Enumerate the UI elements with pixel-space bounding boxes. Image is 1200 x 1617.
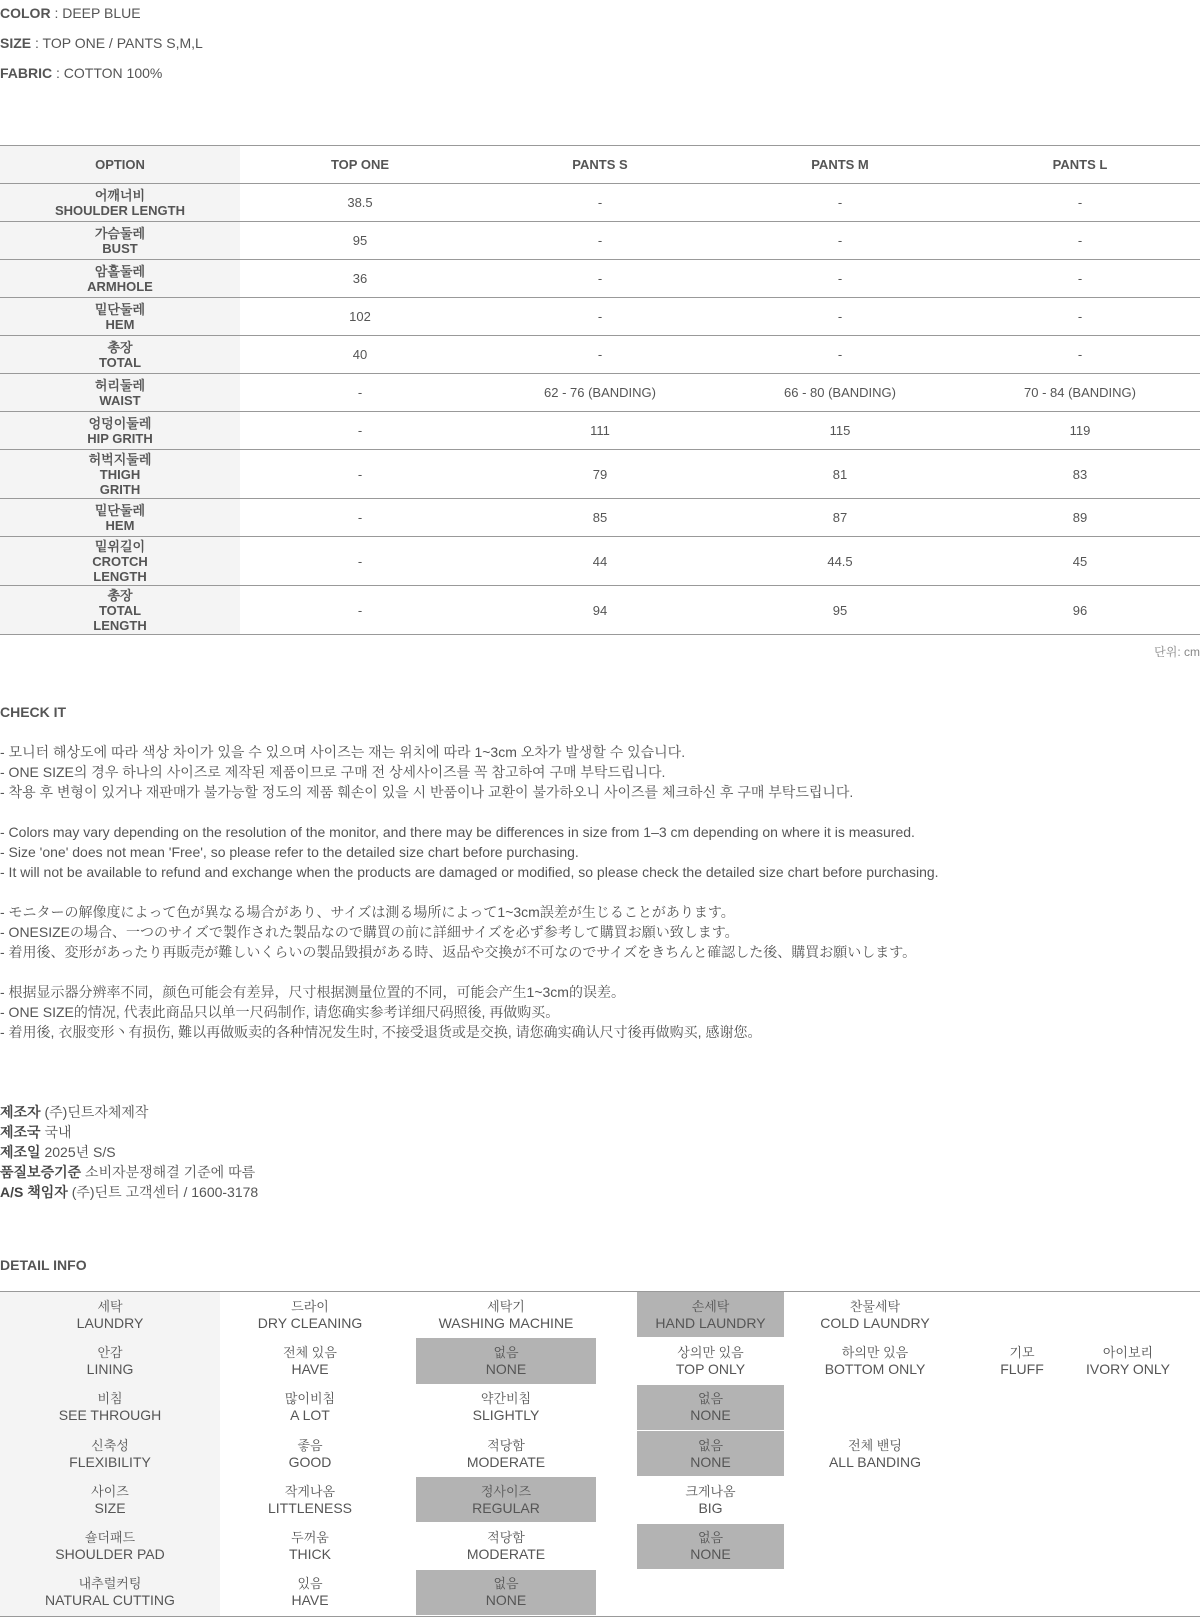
- spec-fabric-label: FABRIC: [0, 65, 53, 81]
- detail-option-selected-ko: 없음: [493, 1344, 519, 1360]
- spec-size-label: SIZE: [0, 35, 32, 51]
- detail-option-selected-en: NONE: [690, 1453, 731, 1470]
- size-row: [0, 298, 1200, 336]
- detail-option-en: A LOT: [290, 1407, 330, 1424]
- size-cell: 95: [720, 586, 960, 635]
- detail-row-label-ko: 비침: [97, 1391, 123, 1407]
- maker-line: [0, 1122, 258, 1142]
- size-row-label-en: CROTCH: [92, 553, 148, 569]
- detail-row-label-ko: 신축성: [91, 1437, 129, 1453]
- detail-option-selected-ko: 없음: [697, 1437, 724, 1453]
- size-row-label-en: HEM: [105, 316, 135, 332]
- note-line: - Size 'one' does not mean 'Free', so please refer to the detailed size chart before purchasing.: [0, 844, 579, 860]
- note-line: - Colors may vary depending on the resolution of the monitor, and there may be differences in size from 1–3 cm depending on where it is measured.: [0, 824, 915, 840]
- detail-option-selected-ko: 정사이즈: [480, 1483, 532, 1499]
- detail-option-en: COLD LAUNDRY: [820, 1314, 930, 1331]
- detail-option: [785, 1292, 965, 1337]
- size-row-label-en: WAIST: [99, 392, 141, 408]
- size-cell: 115: [720, 412, 960, 450]
- detail-row-label-en: LINING: [86, 1360, 134, 1377]
- size-cell: 38.5: [240, 184, 480, 222]
- note-line: - ONE SIZE的情况, 代表此商品只以单一尺码制作, 请您确实参考详细尺码照後, 再做购买。: [0, 1004, 560, 1020]
- detail-row-label: [0, 1477, 220, 1522]
- spec-fabric: [0, 65, 162, 81]
- detail-option-ko: 적당함: [487, 1530, 525, 1546]
- detail-option-ko: 약간비침: [480, 1391, 532, 1407]
- maker-label: 제조자: [0, 1104, 41, 1120]
- maker-value: (주)딘트 고객센터 / 1600-3178: [67, 1184, 259, 1200]
- size-row-label-en: THIGH: [99, 466, 141, 482]
- check-title: CHECK IT: [0, 704, 67, 720]
- size-row: [0, 336, 1200, 374]
- size-row-label: [0, 374, 240, 412]
- size-cell: -: [240, 374, 480, 412]
- size-row: [0, 374, 1200, 412]
- size-row-label-en: BUST: [102, 240, 138, 256]
- detail-option-selected: [416, 1338, 596, 1383]
- note-line: - 着用後、変形があったり再販売が難しいくらいの製品毀損がある時、返品や交換が不可なのでサイズをきちんと確認した後、購買お願いします。: [0, 944, 917, 960]
- size-cell: -: [720, 336, 960, 374]
- size-row-label: [0, 260, 240, 298]
- detail-option-selected: [637, 1292, 784, 1337]
- detail-option-selected-ko: 없음: [493, 1576, 519, 1592]
- detail-row-label-en: SHOULDER PAD: [55, 1546, 165, 1563]
- detail-option: [220, 1292, 400, 1337]
- size-cell: -: [240, 499, 480, 537]
- maker-value: 국내: [40, 1124, 72, 1140]
- size-row: [0, 412, 1200, 450]
- note-line: - ONESIZEの場合、一つのサイズで製作された製品なので購買の前に詳細サイズを必ず参考して購買お願い致します。: [0, 924, 739, 940]
- size-row-label: [0, 336, 240, 374]
- header-top-one: TOP ONE: [240, 146, 480, 184]
- detail-option-en: MODERATE: [466, 1546, 546, 1563]
- detail-option-en: WASHING MACHINE: [438, 1314, 574, 1331]
- detail-option: [416, 1292, 596, 1337]
- detail-option-en: HAVE: [291, 1592, 329, 1609]
- detail-option-ko: 많이비침: [284, 1391, 336, 1407]
- spec-color-value: : DEEP BLUE: [50, 5, 141, 21]
- detail-row-label: [0, 1570, 220, 1615]
- size-cell: -: [480, 222, 720, 260]
- size-row: [0, 260, 1200, 298]
- size-cell: -: [480, 298, 720, 336]
- detail-option-ko: 찬물세탁: [849, 1298, 901, 1314]
- detail-option-selected-ko: 없음: [697, 1391, 724, 1407]
- size-cell: 36: [240, 260, 480, 298]
- size-cell: -: [720, 260, 960, 298]
- size-cell: 85: [480, 499, 720, 537]
- detail-option: [416, 1431, 596, 1476]
- size-row-label-en: SHOULDER LENGTH: [55, 202, 185, 218]
- size-cell: -: [720, 298, 960, 336]
- maker-value: (주)딘트자체제작: [40, 1104, 149, 1120]
- detail-option-ko: 아이보리: [1102, 1344, 1154, 1360]
- note-line: - 착용 후 변형이 있거나 재판매가 불가능할 정도의 제품 훼손이 있을 시 반품이나 교환이 불가하오니 사이즈를 체크하신 후 구매 부탁드립니다.: [0, 784, 854, 800]
- size-cell: -: [240, 412, 480, 450]
- size-row: [0, 586, 1200, 635]
- maker-value: 2025년 S/S: [40, 1144, 116, 1160]
- spec-color-label: COLOR: [0, 5, 51, 21]
- note-line: - 모니터 해상도에 따라 색상 차이가 있을 수 있으며 사이즈는 재는 위치에 따라 1~3cm 오차가 발생할 수 있습니다.: [0, 744, 686, 760]
- detail-option: [220, 1385, 400, 1430]
- size-cell: -: [960, 222, 1200, 260]
- note-group: [0, 982, 939, 1042]
- detail-option-en: FLUFF: [1000, 1360, 1044, 1377]
- size-cell: 66 - 80 (BANDING): [720, 374, 960, 412]
- maker-line: [0, 1162, 258, 1182]
- size-row-label-ko: 어깨너비: [94, 187, 146, 203]
- detail-option-en: BIG: [698, 1499, 723, 1516]
- spec-size-value: : TOP ONE / PANTS S,M,L: [31, 35, 203, 51]
- detail-row-label: [0, 1292, 220, 1337]
- note-group: [0, 902, 939, 962]
- detail-option-en: LITTLENESS: [267, 1499, 353, 1516]
- detail-option: [1048, 1338, 1200, 1383]
- size-cell: 40: [240, 336, 480, 374]
- note-line: - ONE SIZE의 경우 하나의 사이즈로 제작된 제품이므로 구매 전 상세사이즈를 꼭 참고하여 구매 부탁드립니다.: [0, 764, 666, 780]
- maker-line: [0, 1182, 258, 1202]
- size-cell: -: [960, 184, 1200, 222]
- size-cell: 81: [720, 450, 960, 499]
- size-row-label-en: TOTAL: [98, 354, 142, 370]
- size-cell: 95: [240, 222, 480, 260]
- detail-option-selected: [416, 1477, 596, 1522]
- size-row-label-en: LENGTH: [93, 617, 147, 633]
- note-line: - It will not be available to refund and exchange when the products are damaged or modified, so please check the detailed size chart before purchasing.: [0, 864, 939, 880]
- detail-option-selected-ko: 손세탁: [691, 1298, 730, 1314]
- size-row: [0, 222, 1200, 260]
- detail-option: [785, 1338, 965, 1383]
- size-cell: -: [960, 260, 1200, 298]
- size-row: [0, 450, 1200, 499]
- detail-row-label: [0, 1431, 220, 1476]
- detail-option-selected-en: NONE: [485, 1592, 527, 1609]
- note-group: [0, 742, 939, 802]
- detail-row-label-en: FLEXIBILITY: [69, 1453, 151, 1470]
- detail-row-label-ko: 숄더패드: [84, 1530, 136, 1546]
- size-cell: -: [720, 184, 960, 222]
- detail-option-selected-ko: 없음: [697, 1530, 724, 1546]
- header-option: OPTION: [0, 146, 240, 184]
- size-row-label-ko: 밑위길이: [94, 538, 146, 554]
- size-row-label-ko: 총장: [107, 339, 133, 355]
- detail-option-en: TOP ONLY: [675, 1360, 746, 1377]
- detail-option-en: DRY CLEANING: [257, 1314, 363, 1331]
- size-row-label: [0, 537, 240, 586]
- size-row-label-ko: 허벅지둘레: [88, 451, 152, 467]
- detail-option-ko: 세탁기: [487, 1298, 525, 1314]
- detail-option-ko: 좋음: [297, 1437, 323, 1453]
- detail-option-en: GOOD: [288, 1453, 332, 1470]
- size-row-label-ko: 암홀둘레: [94, 263, 146, 279]
- detail-option-en: THICK: [289, 1546, 331, 1563]
- maker-label: 제조국: [0, 1124, 41, 1140]
- size-cell: 89: [960, 499, 1200, 537]
- size-cell: 87: [720, 499, 960, 537]
- size-cell: -: [240, 586, 480, 635]
- detail-option: [416, 1524, 596, 1569]
- spec-color: [0, 5, 141, 21]
- detail-option-ko: 상의만 있음: [677, 1344, 744, 1360]
- detail-option-selected: [637, 1524, 784, 1569]
- header-pants-l: PANTS L: [960, 146, 1200, 184]
- detail-option-en: ALL BANDING: [828, 1453, 922, 1470]
- spec-fabric-value: : COTTON 100%: [52, 65, 163, 81]
- size-cell: 44.5: [720, 537, 960, 586]
- detail-row-label-ko: 사이즈: [91, 1483, 129, 1499]
- detail-option-selected: [416, 1570, 596, 1615]
- size-cell: -: [720, 222, 960, 260]
- detail-option: [220, 1477, 400, 1522]
- detail-option-selected-en: NONE: [690, 1407, 731, 1424]
- maker-value: 소비자분쟁해결 기준에 따름: [81, 1164, 256, 1180]
- detail-option-ko: 작게나옴: [284, 1483, 336, 1499]
- size-table: [0, 145, 1200, 635]
- note-group: [0, 822, 939, 882]
- detail-option: [220, 1524, 400, 1569]
- size-row-label: [0, 412, 240, 450]
- detail-row-label: [0, 1524, 220, 1569]
- detail-option-ko: 적당함: [487, 1437, 525, 1453]
- size-row-label-ko: 밑단둘레: [94, 301, 146, 317]
- size-cell: -: [480, 336, 720, 374]
- detail-option-ko: 드라이: [291, 1298, 329, 1314]
- maker-label: 제조일: [0, 1144, 41, 1160]
- unit-note: 단위: cm: [1154, 645, 1200, 659]
- detail-option-ko: 기모: [1009, 1344, 1035, 1360]
- size-row-label-ko: 총장: [107, 587, 133, 603]
- size-row-label-ko: 가슴둘레: [94, 225, 146, 241]
- size-cell: 44: [480, 537, 720, 586]
- detail-option-en: MODERATE: [466, 1453, 546, 1470]
- detail-option-ko: 전체 밴딩: [848, 1437, 902, 1453]
- detail-option-ko: 있음: [297, 1576, 323, 1592]
- maker-label: 품질보증기준: [0, 1164, 82, 1180]
- size-row: [0, 537, 1200, 586]
- size-cell: -: [960, 336, 1200, 374]
- size-row-label: [0, 184, 240, 222]
- size-row-label: [0, 222, 240, 260]
- size-cell: -: [240, 537, 480, 586]
- spec-size: [0, 35, 203, 51]
- size-row-label-ko: 엉덩이둘레: [88, 415, 152, 431]
- size-row-label-en: LENGTH: [93, 568, 147, 584]
- detail-option-en: BOTTOM ONLY: [824, 1360, 926, 1377]
- size-cell: 102: [240, 298, 480, 336]
- size-cell: 45: [960, 537, 1200, 586]
- detail-option: [637, 1338, 784, 1383]
- header-pants-m: PANTS M: [720, 146, 960, 184]
- size-cell: -: [480, 184, 720, 222]
- detail-option: [637, 1477, 784, 1522]
- note-line: - 着用後, 衣服变形丶有损伤, 難以再做贩卖的各种情况发生时, 不接受退货或是交换, 请您确实确认尺寸後再做购买, 感谢您。: [0, 1024, 762, 1040]
- size-cell: 111: [480, 412, 720, 450]
- detail-row-label-ko: 내추럴커팅: [78, 1576, 142, 1592]
- detail-info-grid: [0, 1291, 1200, 1617]
- size-cell: 62 - 76 (BANDING): [480, 374, 720, 412]
- detail-option-selected-en: HAND LAUNDRY: [655, 1314, 766, 1331]
- size-cell: -: [960, 298, 1200, 336]
- size-row-label-en: TOTAL: [98, 602, 142, 618]
- size-row-label: [0, 586, 240, 635]
- size-cell: 83: [960, 450, 1200, 499]
- detail-option-selected-en: NONE: [485, 1360, 527, 1377]
- maker-line: [0, 1142, 258, 1162]
- detail-option-ko: 전체 있음: [283, 1344, 337, 1360]
- detail-option-ko: 하의만 있음: [841, 1344, 909, 1360]
- size-row-label: [0, 499, 240, 537]
- detail-option-en: HAVE: [291, 1360, 329, 1377]
- detail-row-label: [0, 1385, 220, 1430]
- detail-title: DETAIL INFO: [0, 1257, 87, 1273]
- detail-option: [220, 1338, 400, 1383]
- size-cell: 94: [480, 586, 720, 635]
- detail-option-ko: 두꺼움: [291, 1530, 329, 1546]
- detail-option: [997, 1338, 1047, 1383]
- detail-option-selected: [637, 1431, 784, 1476]
- detail-row-label-ko: 안감: [97, 1344, 123, 1360]
- size-row-label-en: HIP GRITH: [87, 430, 153, 446]
- detail-row-label-ko: 세탁: [97, 1298, 123, 1314]
- size-row-label: [0, 450, 240, 499]
- size-cell: -: [240, 450, 480, 499]
- detail-option-selected-en: REGULAR: [472, 1499, 540, 1516]
- size-row: [0, 499, 1200, 537]
- size-table-header: [0, 146, 1200, 184]
- size-cell: 79: [480, 450, 720, 499]
- size-cell: 119: [960, 412, 1200, 450]
- detail-option: [416, 1385, 596, 1430]
- size-row-label-ko: 밑단둘레: [94, 502, 146, 518]
- detail-row-label-en: NATURAL CUTTING: [45, 1592, 175, 1609]
- detail-row-label-en: SIZE: [94, 1499, 126, 1516]
- size-row-label-ko: 허리둘레: [94, 377, 146, 393]
- maker-info: [0, 1102, 258, 1202]
- detail-option-en: IVORY ONLY: [1085, 1360, 1171, 1377]
- size-cell: 96: [960, 586, 1200, 635]
- size-row-label: [0, 298, 240, 336]
- detail-option: [220, 1431, 400, 1476]
- size-row-label-en: ARMHOLE: [87, 278, 153, 294]
- note-line: - 根据显示器分辨率不同，颜色可能会有差异，尺寸根据测量位置的不同，可能会产生1~3cm的误差。: [0, 984, 625, 1000]
- size-row-label-en: HEM: [105, 517, 135, 533]
- note-line: - モニターの解像度によって色が異なる場合があり、サイズは測る場所によって1~3cm誤差が生じることがあります。: [0, 904, 735, 920]
- size-cell: 70 - 84 (BANDING): [960, 374, 1200, 412]
- detail-option: [220, 1570, 400, 1615]
- detail-option: [785, 1431, 965, 1476]
- size-row-label-en: GRITH: [99, 481, 141, 497]
- detail-option-selected: [637, 1385, 784, 1430]
- size-row: [0, 184, 1200, 222]
- detail-option-ko: 크게나옴: [685, 1483, 736, 1499]
- detail-row-label: [0, 1338, 220, 1383]
- detail-option-en: SLIGHTLY: [472, 1407, 540, 1424]
- check-notes: [0, 742, 939, 1062]
- header-pants-s: PANTS S: [480, 146, 720, 184]
- detail-row-label-en: LAUNDRY: [76, 1314, 144, 1331]
- maker-line: [0, 1102, 258, 1122]
- size-cell: -: [480, 260, 720, 298]
- maker-label: A/S 책임자: [0, 1184, 68, 1200]
- detail-option-selected-en: NONE: [690, 1546, 731, 1563]
- detail-row-label-en: SEE THROUGH: [58, 1407, 162, 1424]
